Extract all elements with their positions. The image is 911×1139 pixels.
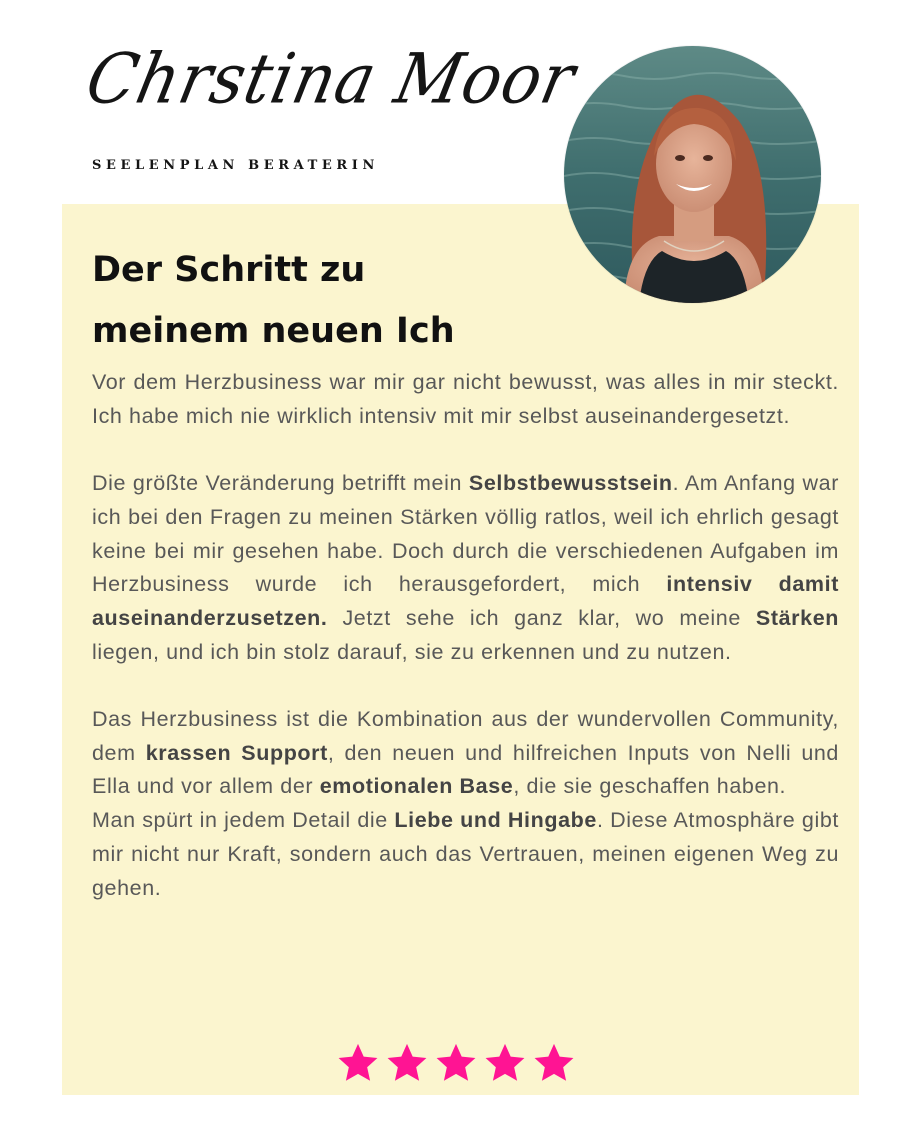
headline bbox=[92, 240, 562, 362]
headline-line-1: Der Schritt zu bbox=[92, 250, 366, 290]
testimonial-body bbox=[92, 366, 839, 905]
paragraph-2 bbox=[92, 467, 839, 669]
paragraph-3-text: Das Herzbusiness ist die Kombination aus der wundervollen Community, dem bbox=[92, 707, 839, 765]
profile-photo-image bbox=[564, 46, 821, 303]
star-icon bbox=[532, 1041, 576, 1085]
highlight-base: emotionalen Base bbox=[319, 774, 514, 799]
paragraph-4-text: . Diese Atmosphäre gibt mir nicht nur Kraft, sondern auch das Vertrauen, meinen eigenen Weg zu gehen. bbox=[92, 808, 839, 900]
subtitle: SEELENPLAN BERATERIN bbox=[92, 158, 379, 173]
paragraph-3-text: , die sie geschaffen haben. bbox=[513, 774, 787, 799]
highlight-selbstbewusstsein: Selbstbewusstsein bbox=[468, 471, 673, 496]
paragraph-2-text: . Am Anfang war ich bei den Fragen zu meinen Stärken völlig ratlos, weil ich ehrlich gesagt keine bei mir gesehen habe. Doch durch die verschiedenen Aufgaben im Herzbusiness wurde ich herausgefordert, mich bbox=[92, 471, 839, 597]
paragraph-4-text: Man spürt in jedem Detail die bbox=[92, 808, 395, 833]
star-icon bbox=[336, 1041, 380, 1085]
paragraph-3-text: , den neuen und hilfreichen Inputs von Nelli und Ella und vor allem der bbox=[92, 740, 839, 799]
star-icon bbox=[434, 1041, 478, 1085]
star-icon bbox=[483, 1041, 527, 1085]
paragraph-4 bbox=[92, 804, 839, 905]
star-rating bbox=[336, 1041, 576, 1085]
paragraph-2-text: liegen, und ich bin stolz darauf, sie zu erkennen und zu nutzen. bbox=[92, 639, 732, 664]
paragraph-3 bbox=[92, 703, 839, 804]
highlight-auseinandersetzen: intensiv damit auseinanderzusetzen. bbox=[92, 572, 839, 630]
star-icon bbox=[385, 1041, 429, 1085]
paragraph-2-text: Jetzt sehe ich ganz klar, wo meine bbox=[327, 605, 756, 630]
profile-photo bbox=[564, 46, 821, 303]
headline-line-2: meinem neuen Ich bbox=[92, 311, 455, 351]
highlight-liebe: Liebe und Hingabe bbox=[394, 808, 597, 833]
highlight-staerken: Stärken bbox=[755, 605, 839, 630]
signature-logo: Chrstina Moor bbox=[79, 40, 583, 120]
paragraph-1: Vor dem Herzbusiness war mir gar nicht bewusst, was alles in mir steckt. Ich habe mich nie wirklich intensiv mit mir selbst auseinandergesetzt. bbox=[92, 370, 839, 428]
paragraph-2-text: Die größte Veränderung betrifft mein bbox=[92, 471, 469, 496]
highlight-support: krassen Support bbox=[145, 740, 328, 765]
